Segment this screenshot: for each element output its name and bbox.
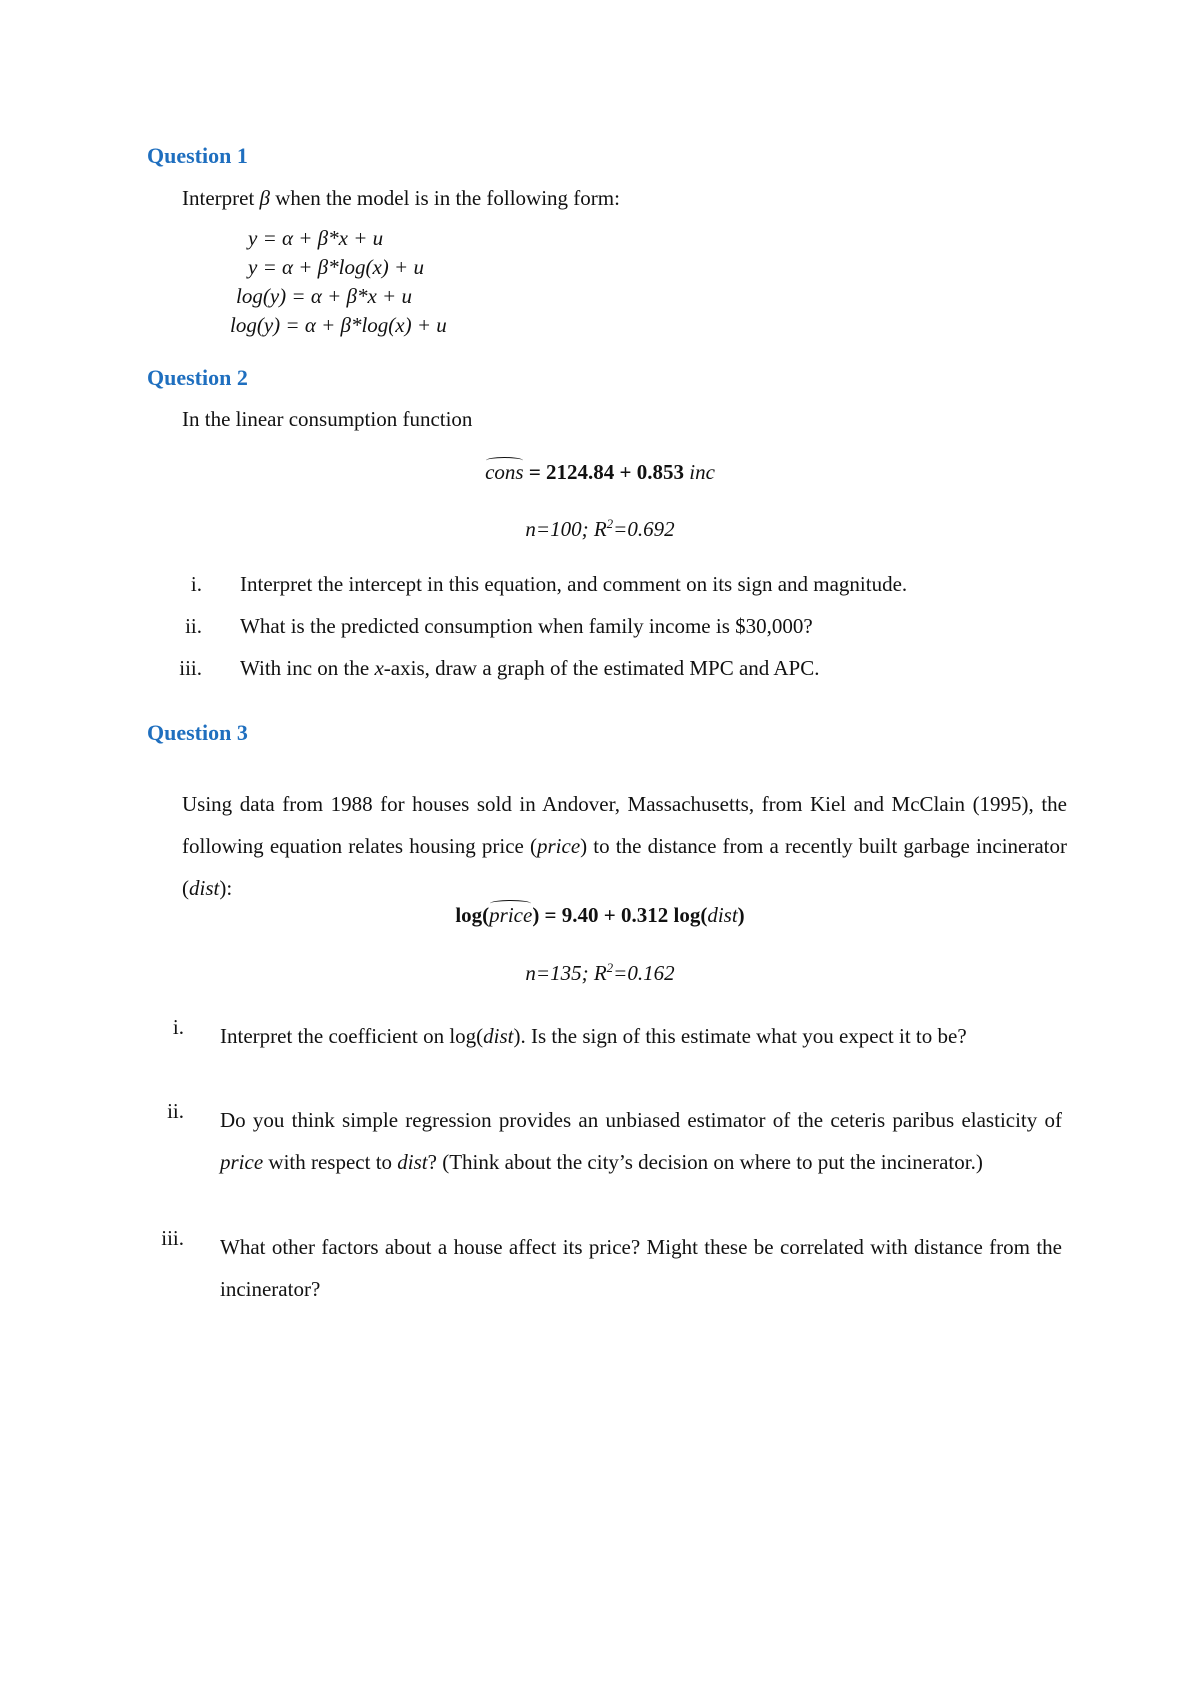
dist-variable: dist: [189, 876, 220, 900]
question-1-prompt: [182, 186, 620, 211]
price-variable: price: [537, 834, 581, 858]
item-a: Interpret the coefficient on log(: [220, 1024, 484, 1048]
consumption-equation: [0, 460, 1200, 485]
model-2: y = α + β*log(x) + u: [248, 255, 424, 279]
q2-item-2-text: What is the predicted consumption when family income is $30,000?: [240, 614, 813, 638]
q3-item-2-numeral: ii.: [167, 1099, 184, 1123]
beta-symbol: β: [259, 186, 271, 210]
q3-item-3-text: What other factors about a house affect its price? Might these be correlated with distance from the incinerator?: [220, 1235, 1062, 1301]
item-var: dist: [483, 1024, 514, 1048]
q2-item-1-text: Interpret the intercept in this equation, and comment on its sign and magnitude.: [240, 572, 908, 596]
prompt-text-rest: when the model is in the following form:: [270, 186, 620, 210]
item-c: ? (Think about the city’s decision on where to put the incinerator.): [427, 1150, 983, 1174]
item-text-a: With inc on the: [240, 656, 375, 680]
item-b: ). Is the sign of this estimate what you expect it to be?: [513, 1024, 967, 1048]
q3-item-2-text: [220, 1099, 1062, 1183]
question-2-intro: In the linear consumption function: [182, 407, 473, 431]
q2-item-2-numeral: ii.: [185, 614, 202, 638]
eq-dist: dist: [707, 903, 738, 927]
question-3-heading: Question 3: [147, 720, 248, 745]
price-stats: [0, 960, 1200, 986]
intro-text-b: ) to the distance from a recently built garbage incinerator (: [182, 834, 1067, 900]
x-variable: x: [374, 656, 384, 680]
price-hat: price: [489, 903, 533, 927]
stats-r2: =0.692: [613, 517, 675, 541]
question-1-heading: Question 1: [147, 143, 248, 168]
model-3: log(y) = α + β*x + u: [236, 284, 412, 308]
model-4: log(y) = α + β*log(x) + u: [230, 313, 447, 337]
question-2-heading: Question 2: [147, 365, 248, 390]
item-var: price: [220, 1150, 264, 1174]
stats-sup: 2: [606, 960, 614, 975]
stats-sup: 2: [606, 516, 614, 531]
stats-r2: =0.162: [613, 961, 675, 985]
q2-item-3-text: [240, 656, 819, 681]
stats-n: n=100; R: [525, 517, 607, 541]
intro-text-c: ):: [219, 876, 233, 900]
q3-item-3-numeral: iii.: [161, 1226, 184, 1250]
model-1: y = α + β*x + u: [248, 226, 384, 250]
q2-item-3-numeral: iii.: [179, 656, 202, 680]
item-var2: dist: [397, 1150, 428, 1174]
eq-mid: ) = 9.40 + 0.312 log(: [532, 903, 708, 927]
intro-text-a: Using data from 1988 for houses sold in Andover, Massachusetts, from Kiel and McClain (1995), the following equation relates housing price (: [182, 792, 1067, 858]
item-text-b: -axis, draw a graph of the estimated MPC and APC.: [383, 656, 820, 680]
consumption-stats: [0, 516, 1200, 542]
eq-log: log(: [455, 903, 490, 927]
question-3-intro: [182, 783, 1067, 909]
prompt-text: Interpret: [182, 186, 260, 210]
q3-item-1-numeral: i.: [172, 1015, 184, 1039]
eq-end: ): [737, 903, 745, 927]
inc-variable: inc: [689, 460, 715, 484]
stats-n: n=135; R: [525, 961, 607, 985]
q3-item-1-text: [220, 1015, 1062, 1057]
price-equation: [0, 903, 1200, 928]
cons-hat: cons: [485, 460, 524, 484]
item-b: with respect to: [263, 1150, 398, 1174]
q2-item-1-numeral: i.: [190, 572, 202, 596]
item-a: Do you think simple regression provides an unbiased estimator of the ceteris paribus elasticity of: [220, 1108, 1062, 1132]
equation-rhs: = 2124.84 + 0.853: [523, 460, 690, 484]
